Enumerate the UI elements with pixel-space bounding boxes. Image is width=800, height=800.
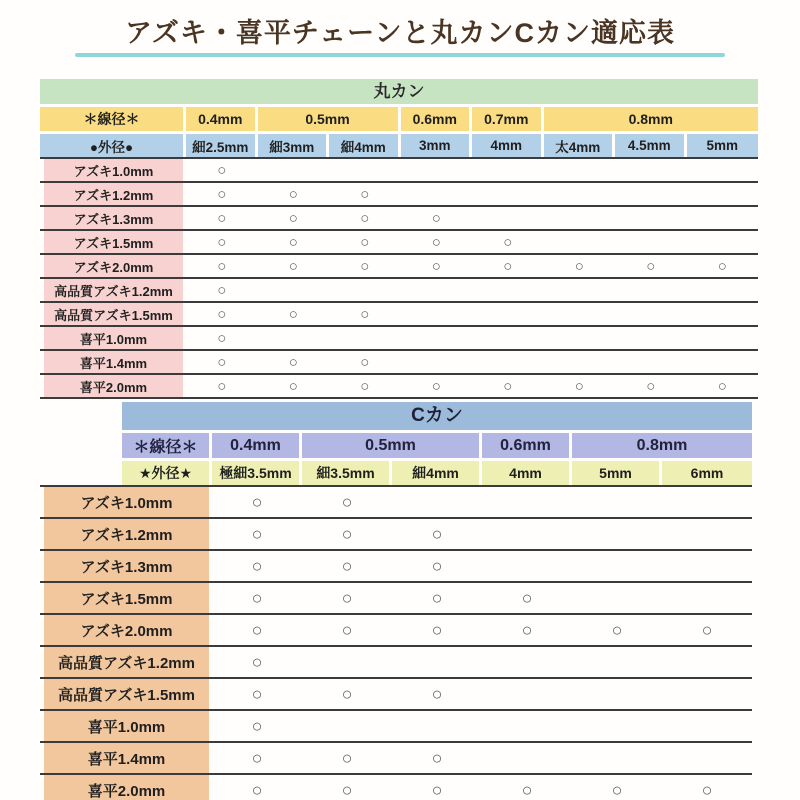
- compatibility-cell-empty: [572, 679, 662, 709]
- compatibility-cell-empty: [472, 351, 544, 373]
- compatible-circle: ○: [431, 209, 441, 227]
- compatible-circle: ○: [574, 377, 584, 395]
- compatible-circle: ○: [701, 779, 713, 800]
- compatible-circle: ○: [288, 257, 298, 275]
- compatibility-cell-empty: [687, 231, 759, 253]
- compatible-circle: ○: [288, 377, 298, 395]
- ckan-wire-diameter-row: [122, 433, 752, 458]
- wire-diameter-label: ＊線径＊: [40, 107, 186, 131]
- row-label: 高品質アズキ1.2mm: [44, 279, 183, 301]
- compatibility-cell-empty: [544, 183, 616, 205]
- outer-diameter-value: 細3mm: [258, 134, 330, 157]
- compatible-circle: ○: [217, 305, 227, 323]
- outer-diameter-value: 4mm: [472, 134, 544, 157]
- outer-diameter-value: 4mm: [482, 461, 572, 485]
- compatibility-cell-empty: [482, 711, 572, 741]
- table-row: [40, 301, 758, 325]
- marukan-outer-diameter-row: [40, 134, 758, 157]
- compatible-circle: ○: [288, 185, 298, 203]
- marukan-data-rows: [40, 157, 758, 399]
- compatibility-cell-empty: [482, 743, 572, 773]
- compatible-circle: ○: [217, 209, 227, 227]
- compatible-circle: ○: [701, 619, 713, 640]
- wire-diameter-label: ＊線径＊: [122, 433, 212, 458]
- compatibility-cell-empty: [662, 487, 752, 517]
- row-label: アズキ2.0mm: [44, 255, 183, 277]
- compatible-circle: ○: [341, 683, 353, 704]
- wire-diameter-value: 0.4mm: [212, 433, 302, 458]
- compatibility-cell-empty: [544, 207, 616, 229]
- compatibility-cell-empty: [662, 647, 752, 677]
- compatibility-cell-empty: [615, 303, 687, 325]
- table-row: [40, 741, 752, 773]
- outer-diameter-value: 細2.5mm: [186, 134, 258, 157]
- outer-diameter-value: 細3.5mm: [302, 461, 392, 485]
- compatibility-cell-empty: [544, 159, 616, 181]
- compatibility-cell-empty: [544, 303, 616, 325]
- row-label: アズキ1.5mm: [44, 583, 209, 613]
- compatible-circle: ○: [217, 329, 227, 347]
- compatible-circle: ○: [431, 779, 443, 800]
- compatibility-cell-empty: [401, 159, 473, 181]
- row-label: アズキ1.5mm: [44, 231, 183, 253]
- table-row: [40, 373, 758, 397]
- compatibility-cell-empty: [615, 183, 687, 205]
- compatibility-cell-empty: [572, 551, 662, 581]
- compatible-circle: ○: [217, 185, 227, 203]
- compatibility-cell-empty: [572, 583, 662, 613]
- table-row: [40, 485, 752, 517]
- compatible-circle: ○: [251, 683, 263, 704]
- compatible-circle: ○: [251, 747, 263, 768]
- table-row: [40, 277, 758, 301]
- row-label: 喜平1.0mm: [44, 711, 209, 741]
- compatible-circle: ○: [360, 257, 370, 275]
- compatibility-cell-empty: [615, 327, 687, 349]
- outer-diameter-value: 6mm: [662, 461, 752, 485]
- compatible-circle: ○: [431, 619, 443, 640]
- compatibility-cell-empty: [472, 303, 544, 325]
- row-label: 高品質アズキ1.5mm: [44, 303, 183, 325]
- outer-diameter-value: 4.5mm: [615, 134, 687, 157]
- compatible-circle: ○: [251, 619, 263, 640]
- compatible-circle: ○: [431, 747, 443, 768]
- title-underline: [75, 53, 725, 57]
- compatible-circle: ○: [251, 779, 263, 800]
- ckan-outer-diameter-row: [122, 461, 752, 485]
- table-row: [40, 229, 758, 253]
- compatibility-cell-empty: [544, 327, 616, 349]
- compatible-circle: ○: [217, 257, 227, 275]
- ckan-data-rows: [40, 485, 752, 800]
- compatibility-cell-empty: [392, 647, 482, 677]
- table-row: [40, 517, 752, 549]
- table-row: [40, 613, 752, 645]
- table-row: [40, 253, 758, 277]
- compatibility-cell-empty: [662, 679, 752, 709]
- compatible-circle: ○: [288, 209, 298, 227]
- table-row: [40, 773, 752, 800]
- compatible-circle: ○: [217, 353, 227, 371]
- compatible-circle: ○: [251, 491, 263, 512]
- compatible-circle: ○: [360, 353, 370, 371]
- compatibility-cell-empty: [482, 519, 572, 549]
- compatible-circle: ○: [431, 555, 443, 576]
- compatibility-cell-empty: [258, 327, 330, 349]
- compatibility-cell-empty: [687, 207, 759, 229]
- compatible-circle: ○: [341, 491, 353, 512]
- compatible-circle: ○: [431, 377, 441, 395]
- table-row: [40, 349, 758, 373]
- row-label: アズキ2.0mm: [44, 615, 209, 645]
- compatible-circle: ○: [360, 305, 370, 323]
- compatible-circle: ○: [574, 257, 584, 275]
- outer-diameter-value: 5mm: [572, 461, 662, 485]
- compatibility-cell-empty: [687, 351, 759, 373]
- compatibility-cell-empty: [572, 519, 662, 549]
- wire-diameter-value: 0.5mm: [258, 107, 401, 131]
- marukan-wire-diameter-row: [40, 107, 758, 131]
- compatible-circle: ○: [360, 377, 370, 395]
- compatible-circle: ○: [217, 377, 227, 395]
- row-label: アズキ1.0mm: [44, 159, 183, 181]
- compatible-circle: ○: [217, 233, 227, 251]
- table-row: [40, 325, 758, 349]
- outer-diameter-value: 極細3.5mm: [212, 461, 302, 485]
- compatibility-cell-empty: [401, 183, 473, 205]
- compatibility-cell-empty: [401, 303, 473, 325]
- compatibility-cell-empty: [687, 327, 759, 349]
- compatible-circle: ○: [611, 779, 623, 800]
- compatibility-cell-empty: [472, 159, 544, 181]
- compatibility-cell-empty: [687, 159, 759, 181]
- compatibility-cell-empty: [687, 303, 759, 325]
- compatible-circle: ○: [503, 233, 513, 251]
- compatibility-cell-empty: [662, 711, 752, 741]
- compatibility-cell-empty: [662, 519, 752, 549]
- compatible-circle: ○: [217, 281, 227, 299]
- table-row: [40, 581, 752, 613]
- compatibility-cell-empty: [482, 647, 572, 677]
- row-label: アズキ1.3mm: [44, 551, 209, 581]
- wire-diameter-value: 0.8mm: [572, 433, 752, 458]
- compatible-circle: ○: [288, 233, 298, 251]
- compatibility-cell-empty: [572, 743, 662, 773]
- compatible-circle: ○: [341, 587, 353, 608]
- compatible-circle: ○: [717, 377, 727, 395]
- compatibility-cell-empty: [392, 487, 482, 517]
- row-label: 喜平1.4mm: [44, 351, 183, 373]
- compatibility-cell-empty: [329, 327, 401, 349]
- outer-diameter-value: 細4mm: [329, 134, 401, 157]
- compatibility-cell-empty: [302, 711, 392, 741]
- row-label: 喜平2.0mm: [44, 775, 209, 800]
- outer-diameter-value: 細4mm: [392, 461, 482, 485]
- compatibility-cell-empty: [615, 231, 687, 253]
- row-label: 喜平1.0mm: [44, 327, 183, 349]
- ckan-table-title: Cカン: [122, 402, 752, 430]
- outer-diameter-value: 3mm: [401, 134, 473, 157]
- marukan-table: [0, 79, 800, 399]
- compatibility-cell-empty: [572, 711, 662, 741]
- page-title: アズキ・喜平チェーンと丸カンCカン適応表: [124, 18, 676, 48]
- compatibility-cell-empty: [482, 679, 572, 709]
- compatibility-cell-empty: [687, 183, 759, 205]
- compatible-circle: ○: [503, 377, 513, 395]
- compatibility-cell-empty: [662, 743, 752, 773]
- compatible-circle: ○: [360, 185, 370, 203]
- compatibility-cell-empty: [472, 183, 544, 205]
- row-label: 高品質アズキ1.2mm: [44, 647, 209, 677]
- row-label: 高品質アズキ1.5mm: [44, 679, 209, 709]
- compatible-circle: ○: [288, 305, 298, 323]
- compatibility-cell-empty: [329, 279, 401, 301]
- row-label: アズキ1.3mm: [44, 207, 183, 229]
- row-label: アズキ1.2mm: [44, 183, 183, 205]
- compatible-circle: ○: [217, 161, 227, 179]
- row-label: アズキ1.0mm: [44, 487, 209, 517]
- compatible-circle: ○: [503, 257, 513, 275]
- ckan-table: [0, 402, 800, 800]
- compatibility-cell-empty: [482, 551, 572, 581]
- compatible-circle: ○: [341, 779, 353, 800]
- compatible-circle: ○: [251, 555, 263, 576]
- compatible-circle: ○: [251, 715, 263, 736]
- wire-diameter-value: 0.5mm: [302, 433, 482, 458]
- compatibility-cell-empty: [472, 207, 544, 229]
- compatible-circle: ○: [431, 257, 441, 275]
- compatibility-cell-empty: [662, 583, 752, 613]
- wire-diameter-value: 0.4mm: [186, 107, 258, 131]
- compatible-circle: ○: [341, 523, 353, 544]
- compatible-circle: ○: [341, 619, 353, 640]
- compatible-circle: ○: [521, 587, 533, 608]
- compatibility-cell-empty: [302, 647, 392, 677]
- row-label: アズキ1.2mm: [44, 519, 209, 549]
- compatibility-cell-empty: [544, 351, 616, 373]
- compatible-circle: ○: [251, 587, 263, 608]
- compatible-circle: ○: [521, 779, 533, 800]
- row-label: 喜平2.0mm: [44, 375, 183, 397]
- compatibility-cell-empty: [329, 159, 401, 181]
- row-label: 喜平1.4mm: [44, 743, 209, 773]
- compatibility-cell-empty: [615, 159, 687, 181]
- compatible-circle: ○: [717, 257, 727, 275]
- compatibility-cell-empty: [572, 647, 662, 677]
- compatible-circle: ○: [431, 587, 443, 608]
- table-row: [40, 157, 758, 181]
- wire-diameter-value: 0.8mm: [544, 107, 759, 131]
- compatible-circle: ○: [341, 555, 353, 576]
- table-row: [40, 205, 758, 229]
- compatibility-cell-empty: [401, 327, 473, 349]
- compatibility-cell-empty: [544, 231, 616, 253]
- wire-diameter-value: 0.6mm: [401, 107, 473, 131]
- compatible-circle: ○: [251, 651, 263, 672]
- compatibility-cell-empty: [544, 279, 616, 301]
- wire-diameter-value: 0.6mm: [482, 433, 572, 458]
- compatibility-cell-empty: [472, 327, 544, 349]
- compatible-circle: ○: [288, 353, 298, 371]
- compatible-circle: ○: [251, 523, 263, 544]
- compatible-circle: ○: [431, 683, 443, 704]
- marukan-table-title: 丸カン: [40, 79, 758, 104]
- outer-diameter-value: 5mm: [687, 134, 759, 157]
- table-row: [40, 549, 752, 581]
- compatibility-cell-empty: [615, 351, 687, 373]
- compatibility-cell-empty: [615, 207, 687, 229]
- table-row: [40, 709, 752, 741]
- compatibility-cell-empty: [392, 711, 482, 741]
- compatibility-cell-empty: [662, 551, 752, 581]
- table-row: [40, 677, 752, 709]
- compatibility-cell-empty: [401, 279, 473, 301]
- wire-diameter-value: 0.7mm: [472, 107, 544, 131]
- compatible-circle: ○: [611, 619, 623, 640]
- compatible-circle: ○: [341, 747, 353, 768]
- outer-diameter-value: 太4mm: [544, 134, 616, 157]
- compatibility-cell-empty: [472, 279, 544, 301]
- compatibility-cell-empty: [401, 351, 473, 373]
- compatible-circle: ○: [431, 233, 441, 251]
- compatibility-cell-empty: [482, 487, 572, 517]
- compatibility-cell-empty: [258, 159, 330, 181]
- compatible-circle: ○: [521, 619, 533, 640]
- table-row: [40, 181, 758, 205]
- compatibility-cell-empty: [615, 279, 687, 301]
- compatible-circle: ○: [360, 233, 370, 251]
- table-row: [40, 645, 752, 677]
- compatible-circle: ○: [431, 523, 443, 544]
- compatible-circle: ○: [360, 209, 370, 227]
- compatibility-cell-empty: [258, 279, 330, 301]
- compatibility-cell-empty: [687, 279, 759, 301]
- compatible-circle: ○: [646, 257, 656, 275]
- compatibility-cell-empty: [572, 487, 662, 517]
- outer-diameter-label: ●外径●: [40, 134, 186, 157]
- compatible-circle: ○: [646, 377, 656, 395]
- outer-diameter-label: ★外径★: [122, 461, 212, 485]
